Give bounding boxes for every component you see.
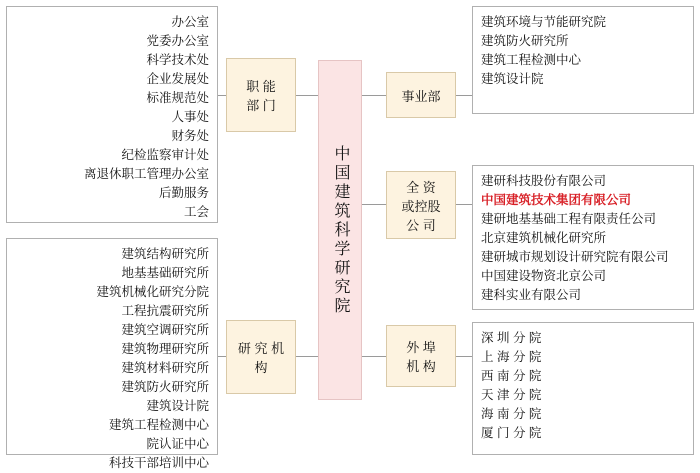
- group-label-line: 部 门: [246, 98, 276, 113]
- list-item: 建筑设计院: [481, 72, 544, 86]
- list-item: 厦 门 分 院: [481, 426, 542, 440]
- branch-offices-list: [472, 322, 694, 455]
- connector-line: [362, 95, 386, 96]
- connector-line: [362, 356, 386, 357]
- group-label-line: 全 资: [406, 179, 436, 195]
- group-business-units: [386, 72, 456, 118]
- list-item-highlighted: 中国建筑技术集团有限公司: [481, 193, 632, 207]
- center-title: 中国建筑科学研究院: [332, 144, 349, 316]
- list-item: 纪检监察审计处: [121, 148, 209, 162]
- list-item: 工程抗震研究所: [121, 304, 209, 318]
- connector-line: [456, 95, 472, 96]
- group-label-line: 公 司: [406, 217, 436, 233]
- list-item: 离退休职工管理办公室: [83, 167, 209, 181]
- list-item: 建筑工程检测中心: [481, 53, 582, 67]
- group-research-organizations: [226, 320, 296, 394]
- list-item: 建科实业有限公司: [481, 288, 582, 302]
- list-item: 建筑防火研究所: [121, 380, 209, 394]
- list-item: 建筑工程检测中心: [108, 418, 209, 432]
- list-item: 建筑结构研究所: [121, 247, 209, 261]
- connector-line: [296, 356, 318, 357]
- connector-line: [456, 204, 472, 205]
- connector-line: [296, 95, 318, 96]
- list-item: 建筑材料研究所: [121, 361, 209, 375]
- group-label-line: 研 究 机: [237, 341, 285, 356]
- list-item: 建研城市规划设计研究院有限公司: [481, 250, 669, 264]
- holding-companies-list: [472, 165, 694, 310]
- list-item: 西 南 分 院: [481, 369, 542, 383]
- list-item: 建筑设计院: [146, 399, 209, 413]
- research-institutes-list: [6, 238, 218, 470]
- list-item: 企业发展处: [146, 72, 209, 86]
- list-item: 地基基础研究所: [121, 266, 209, 280]
- list-item: 财务处: [171, 129, 209, 143]
- list-item: 工会: [183, 205, 209, 219]
- list-item: 科学技术处: [146, 53, 209, 67]
- list-item: 上 海 分 院: [481, 350, 542, 364]
- group-functional-departments: [226, 58, 296, 132]
- connector-line: [456, 356, 472, 357]
- group-label-line: 构: [254, 360, 268, 375]
- list-item: 北京建筑机械化研究所: [481, 231, 607, 245]
- group-label-line: 机 构: [406, 359, 436, 374]
- list-item: 人事处: [171, 110, 209, 124]
- list-item: 后勤服务: [158, 186, 209, 200]
- list-item: 建筑空调研究所: [121, 323, 209, 337]
- connector-line: [362, 204, 386, 205]
- list-item: 标准规范处: [146, 91, 209, 105]
- business-units-list: [472, 6, 694, 114]
- list-item: 院认证中心: [146, 437, 209, 451]
- list-item: 中国建设物资北京公司: [481, 269, 607, 283]
- group-branch-offices: [386, 325, 456, 387]
- list-item: 科技干部培训中心: [108, 456, 209, 470]
- list-item: 建筑环境与节能研究院: [481, 15, 607, 29]
- list-item: 建研地基基础工程有限责任公司: [481, 212, 657, 226]
- list-item: 海 南 分 院: [481, 407, 542, 421]
- list-item: 建研科技股份有限公司: [481, 174, 607, 188]
- group-label-line: 或控股: [401, 198, 441, 214]
- group-label-line: 职 能: [246, 79, 276, 94]
- group-label-line: 外 埠: [406, 340, 436, 355]
- list-item: 建筑物理研究所: [121, 342, 209, 356]
- list-item: 天 津 分 院: [481, 388, 542, 402]
- list-item: 党委办公室: [146, 34, 209, 48]
- group-label-line: 事业部: [401, 88, 441, 104]
- list-item: 建筑机械化研究分院: [96, 285, 209, 299]
- center-title-box: [318, 60, 362, 400]
- list-item: 深 圳 分 院: [481, 331, 542, 345]
- functional-departments-list: [6, 6, 218, 223]
- group-holding-companies: [386, 171, 456, 239]
- list-item: 建筑防火研究所: [481, 34, 569, 48]
- list-item: 办公室: [171, 15, 209, 29]
